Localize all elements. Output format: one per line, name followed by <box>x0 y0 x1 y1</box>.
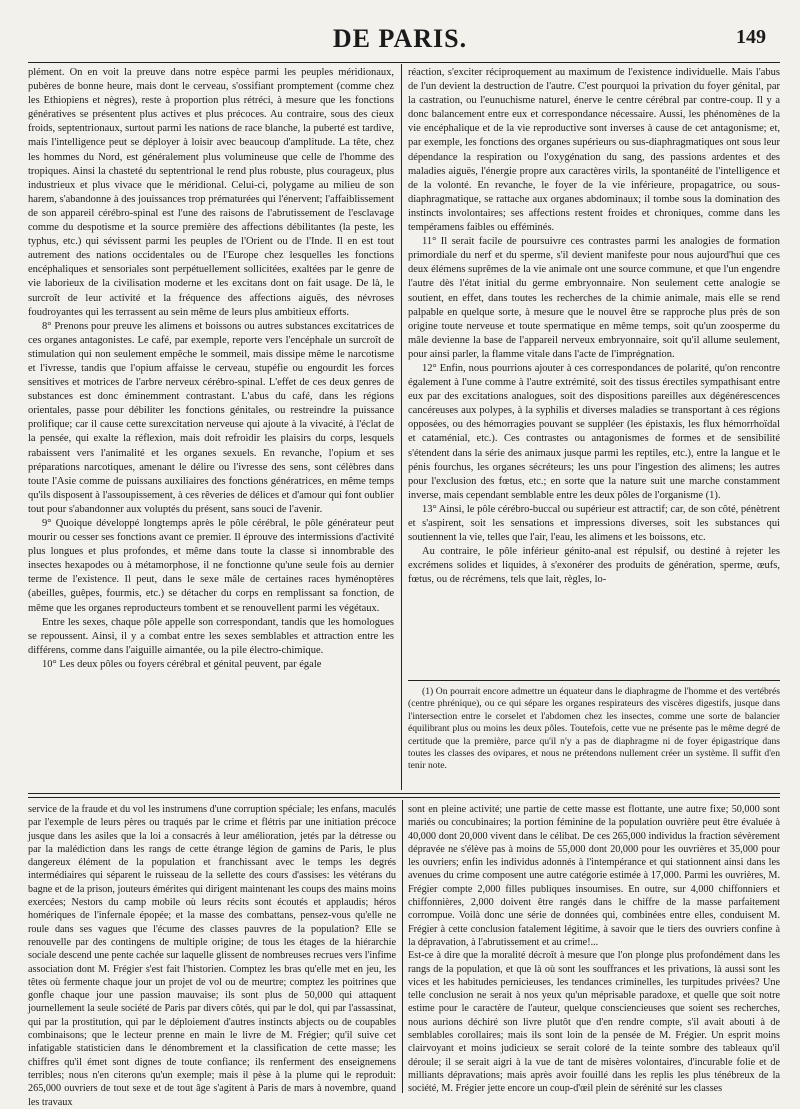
section-rule <box>28 797 780 798</box>
paragraph: 10° Les deux pôles ou foyers cérébral et génital peuvent, par égale <box>42 658 322 670</box>
footnote-text: (1) On pourrait encore admettre un équateur dans le diaphragme de l'homme et des vertébrés (centre phrénique), ou ce qui sépare les organes respirateurs des viscères digestifs, jusque dans l'intersection entre le corselet et l'abdomen chez les insectes, comme une sorte de balancier équilibrant plus ou moins les deux pôles. Toutefois, cette vue ne présente pas le même degré de certitude que la première, parce qu'il n'y a pas de diaphragme ni de foyer épigastrique dans toutes les classes des ovipares, et nous ne prétendons nullement créer un système. Il suffit d'en tenir note. <box>408 686 780 772</box>
paragraph: 9° Quoique développé longtemps après le pôle cérébral, le pôle générateur peut mourir ou cesser ses fonctions avant ce premier. Il éprouve des intermissions d'activité plus longues et plus profondes, et même dans toute la classe si innombrable des insectes hexapodes ou à métamorphose, il ne fonctionne qu'une seule fois au dernier terme de l'existence. Il peut, dans le sexe mâle de certaines races hyménoptères (abeilles, guêpes, fourmis, etc.) se détacher du corps en remplissant sa fonction, de même que les organes reproducteurs tombent et se renouvellent parmi les végétaux. <box>28 518 394 614</box>
paragraph: Entre les sexes, chaque pôle appelle son correspondant, tandis que les homologues se repoussent. Ainsi, il y a combat entre les sexes semblables et attraction entre les différens, comme dans l'aiguille aimantée, ou la pile électro-chimique. <box>28 616 394 656</box>
page-number: 149 <box>736 26 766 48</box>
paragraph: 8° Prenons pour preuve les alimens et boissons ou autres substances excitatrices de ces organes antagonistes. Le café, par exemple, reporte vers l'encéphale un surcroît de stimulation qui non seulement empêche le sommeil, mais dissipe même le narcotisme et l'ivresse, tandis que l'opium affaisse le cerveau, stupéfie ou engourdit les forces sensitives et motrices de l'arbre nerveux cérébro-spinal. L'effet de ces deux genres de substances est donc éminemment contrastant. L'abus du café, dans les régions orientales, passe pour débiliter les fonctions génitales, ou restreindre la puissance prolifique; car il cause cette surexcitation nerveuse qui ajoute à la vivacité, à l'éclat de la pensée, qui exalte la réflexion, mais doit refroidir les plaisirs du corps, lesquels rabaissent vers l'animalité et les organes sexuels. En revanche, l'opium et ses préparations narcotiques, amenant le délire ou l'ivresse des sens, sont célèbres dans toute l'Asie comme de puissans auxiliaires des fonctions génératrices, en même temps qu'ils disposent à l'assoupissement, à ces rêveries de délices et d'amour qui font oublier tout pour s'abandonner aux voluptés du présent, sans souci de l'avenir. <box>28 320 394 515</box>
paragraph: Au contraire, le pôle inférieur génito-anal est répulsif, ou destiné à rejeter les excrémens solides et liquides, à s'exonérer des produits de génération, sperme, œufs, fœtus, ou de récrémens, tels que lait, règles, lo- <box>408 546 780 586</box>
section-rule <box>28 793 780 794</box>
top-right-column <box>408 66 780 674</box>
bottom-right-column <box>408 803 780 1093</box>
top-left-column <box>28 66 394 782</box>
running-head <box>0 22 800 56</box>
column-divider <box>402 800 403 1093</box>
paragraph: 13° Ainsi, le pôle cérébro-buccal ou supérieur est attractif; car, de son côté, pénètrent et s'aspirent, soit les sensations et impressions diverses, soit les substances qui soutiennent la vie, telles que l'air, l'eau, les alimens et les boissons, etc. <box>408 503 780 544</box>
paragraph: réaction, s'exciter réciproquement au maximum de l'existence individuelle. Mais l'abus de l'un devient la destruction de l'autre. C'est pourquoi la privation du foyer génital, par la castration, ou l'eunuchisme naturel, énerve le centre cérébral par contre-coup. Il y a donc balancement entre eux et correspondance nécessaire. Aussi, les phénomènes de la vie encéphalique et de la vie reproductive sont inverses à cause de cet antagonisme; et, par exemple, les fonctions des organes supérieurs ou sus-diaphragmatiques ont sous leur dépendance la respiration ou l'oxygénation du sang, des passions ardentes et des maladies aiguës, l'énergie propre aux caractères virils, la spontanéité de l'intelligence et de la volonté. En revanche, le foyer de la vie inférieure, propagatrice, ou sous-diaphragmatique, se rattache aux organes abdominaux; il tombe sous la domination des instincts involontaires; ses affections restent froides et chroniques, comme dans les tempéramens faibles ou efféminés. <box>408 67 780 234</box>
running-title: DE PARIS. <box>332 24 468 53</box>
bottom-left-column <box>28 803 396 1108</box>
paragraph: 11° Il serait facile de poursuivre ces contrastes parmi les analogies de formation primordiale du nerf et du sperme, s'il devient manifeste pour nous aujourd'hui que ces deux élémens suprêmes de la vie animale ont une source commune, et que l'un engendre l'autre dès l'état initial du germe embryonnaire. Non seulement cette analogie se soutient, en effet, dans toutes les recherches de la chimie animale, mais elle se rend palpable en quelque sorte, à mesure que le nouvel être se rapproche plus près de son origine toute nerveuse et toute spermatique en même temps, soit qu'un zoosperme du mâle devienne la base de l'appareil nerveux embryonnaire, soit qu'il allume seulement, pour ainsi parler, la flamme vitale dans l'acte de l'imprégnation. <box>408 236 780 360</box>
column-divider <box>401 64 402 790</box>
footnote-rule <box>408 680 780 681</box>
paragraph: plément. On en voit la preuve dans notre espèce parmi les peuples méridionaux, pubères de bonne heure, mais dont le cerveau, s'ossifiant promptement (comme chez les Ethiopiens et nègres), reste à proportion plus rétréci, à mesure que les fonctions génératives se présentent plus actives et plus précoces. Au contraire, sous des cieux froids, septentrionaux, surtout parmi les nations de race blanche, la puberté est tardive, mais l'intelligence peut se déployer à loisir avec beaucoup d'amplitude. La tête, chez les hommes du Nord, est généralement plus volumineuse que celle de l'homme des tropiques. Ainsi la chasteté du septentrional le rend plus robuste, plus courageux, plus industrieux et plus vivace que le méridional. Celui-ci, polygame au milieu de son harem, s'abandonne à des jouissances trop prématurées qui l'énervent; l'affaiblissement de son appareil cérébro-spinal est l'une des raisons de l'abrutissement de l'esclavage comme du despotisme et la source première des affections débilitantes (la peste, les typhus, etc.) qui sévissent parmi les peuples de l'Orient ou de l'Inde. Il en est tout autrement des nations occidentales ou de l'Europe chez lesquelles les fonctions encéphaliques et sensoriales sont perpétuellement sollicitées, exaltées par le genre de vie laborieux de la civilisation moderne et les excitans dont on fait usage. De là, le surcroît de leur activité et la fréquence des affections aiguës, des névroses foudroyantes qui les terrassent au sein même de leurs plus ambitieux efforts. <box>28 67 394 318</box>
footnote <box>408 686 780 786</box>
paragraph: sont en pleine activité; une partie de cette masse est flottante, une autre fixe; 50,000 sont mariés ou concubinaires; la portion féminine de la population ouvrière peut être évaluée à 40,000 dont 20,000 vivent dans le célibat. De ces 265,000 individus la fraction sévèrement dépravée ne s'élève pas à moins de 55,000 dont 20,000 pour les ouvrières et 35,000 pour les ouvriers; enfin les individus adonnés à l'intempérance et qui stationnent ainsi dans les avenues du crime composent une autre catégorie estimée à 17,000. Parmi les ouvrières, M. Frégier compte 2,000 filles publiques insoumises. En outre, sur 4,000 chiffonniers et chiffonnières, 2,000 doivent être rangés dans le chiffre de la masse parfaitement corrompue. Voilà donc une série de données qui, combinées entre elles, conduisent M. Frégier à cette conclusion fatalement légitime, à savoir que le tiers des ouvriers confine à la dépravation, à l'abrutissement et au crime!... Est-ce à dire que la moralité décroît à mesure que l'on plonge plus profondément dans les rangs de la population, et que là où sont les souffrances et les privations, là aussi sont les vices et les habitudes pernicieuses, les tendances criminelles, les turpitudes privées? Une telle conclusion ne serait à nos yeux qu'un méprisable paradoxe, et quelle que soit notre estime pour le caractère de l'auteur, quelque consciencieuses que soient ses recherches, nous aurions déchiré son livre plutôt que d'en rendre compte, s'il avait abouti à de semblables corollaires; mais ils sont loin de la pensée de M. Frégier. Un esprit moins clairvoyant et moins judicieux se serait coloré de la teinte sombre des tableaux qu'il déroule; il se serait aigri à la vue de tant de misères volontaires, d'incurable folie et de milliants dépravations; mais après avoir fouillé dans les replis les plus ténébreux de la société, M. Frégier jette encore un coup-d'œil plein de sérénité sur les classes <box>408 804 780 1095</box>
paragraph: 12° Enfin, nous pourrions ajouter à ces correspondances de polarité, qu'on rencontre également à l'une comme à l'autre extrémité, soit des tissus érectiles sympathisant entre eux par des excitations analogues, soit des dispositions pareilles aux dégénérescences cancéreuses aux polypes, à la syphilis et diverses maladies se transportant à ces régions opposées, ou des hémorragies pouvant se suppléer (les épistaxis, les flux hémorrhoïdal et cataménial, etc.). Ces contrastes ou antagonismes de formes et de sensibilité s'étendent dans la série des animaux jusque parmi les reptiles, etc.), entre la langue et le pénis fourchus, les organes sécréteurs; les uns pour l'ingestion des alimens; les autres pour l'exclusion des fœtus, etc.; en sorte que la nature suit une marche constamment inverse, mais cependant semblable entre les deux pôles de l'organisme (1). <box>408 362 780 501</box>
header-rule <box>28 62 780 63</box>
paragraph: service de la fraude et du vol les instrumens d'une corruption spéciale; les enfans, maculés par l'exemple de leurs pères ou traqués par le crime et flétris par une initiation précoce jusque dans les asiles que la loi a consacrés à leur amélioration, jetés par la détresse ou par la malédiction dans les rangs de cette étrange légion de gamins de Paris, le plus dangereux élément de la population et franchissant avec le temps les degrés intermédiaires qui séparent le ruisseau de la sellette des cours d'assises: les vétérans du bagne et de la prison, jouteurs émérites qui dirigent maintenant les coups des mains moins exercées; Nestors du camp mobile où leurs récits sont écoutés et applaudis; héros homériques de l'infernale épopée; et la masse des combattans, pensez-vous qu'elle ne roule dans ses vagues que l'écume des classes pauvres de la population? Elle se renouvelle par des contingens de multiple origine; de tous les étages de la hiérarchie sociale descend une pente cachée sur laquelle glissent de nombreuses recrues vers l'infime association dont M. Frégier s'est fait l'historien. Comptez les bras qu'elle met en jeu, les têtes où fermente chaque jour un projet de vol ou de meurtre; comptez les poitrines que gonfle chaque jour une passion mauvaise; ils sont plus de 50,000 qui attaquent journellement la seule société de Paris par divers côtés, qui par le dol, qui par l'assassinat, qui par la prostitution, qui par le déploiement d'autres instincts abjects ou de coupables combinaisons; que le lecteur prenne en main le livre de M. Frégier; qu'il suive cet infatigable statisticien dans le dénombrement et la classification de cette masse; les chiffres qu'il émet sont dignes de toute confiance; ils renferment des enseignemens terribles; nous n'en citerons qu'un exemple; mais il pèse à la plume qui le reproduit: 265,000 ouvriers de tout sexe et de tout âge s'agitent à Paris de mars à novembre, quand les travaux <box>28 804 396 1108</box>
